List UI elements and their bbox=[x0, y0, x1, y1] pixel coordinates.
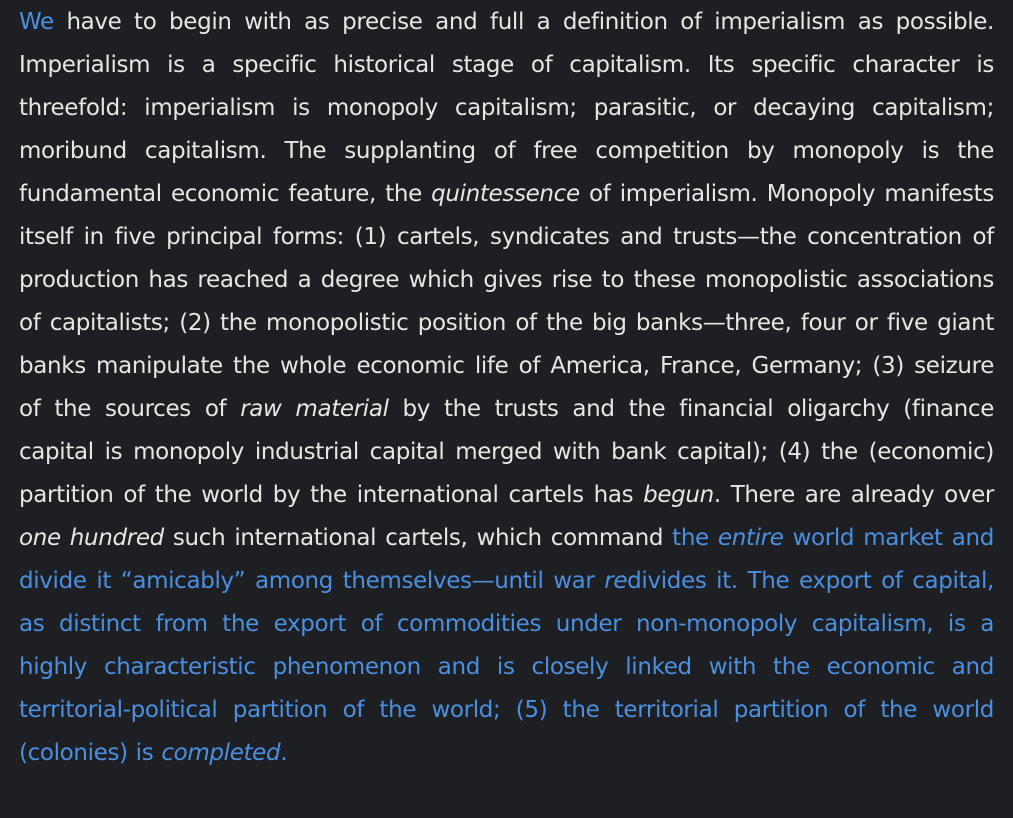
text-segment: of imperialism. Monopoly manifests itself in five principal forms: (1) cartels, syndicates and trusts—the concentration of production has reached a degree which gives rise to these monopolistic associations of capitalists; (2) the monopolistic position of the big banks—three, four or five giant banks manipulate the whole economic life of America, France, Germany; (3) seizure of the sources of bbox=[19, 181, 994, 422]
highlighted-emphasis-entire: entire bbox=[717, 525, 784, 551]
highlighted-text: divides it. The export of capital, as distinct from the export of commodities under non-monopoly capitalism, is a highly characteristic phenomenon and is closely linked with the economic and territorial-political partition of the world; (5) the territorial partition of the world (colonies) is bbox=[19, 568, 994, 766]
emphasis-quintessence: quintessence bbox=[431, 181, 580, 207]
document-paragraph bbox=[19, 1, 994, 775]
emphasis-one-hundred: one hundred bbox=[19, 525, 164, 551]
highlighted-emphasis-completed: completed bbox=[161, 740, 281, 766]
highlighted-text: world market and divide it “amicably” among themselves—until war bbox=[19, 525, 994, 594]
emphasis-raw-material: raw material bbox=[240, 396, 389, 422]
highlighted-emphasis-re: re bbox=[604, 568, 628, 594]
text-segment: have to begin with as precise and full a definition of imperialism as possible. Imperialism is a specific historical stage of capitalism. Its specific character is threefold: imperialism is monopoly capitalism; parasitic, or decaying capitalism; moribund capitalism. The supplanting of free competition by monopoly is the fundamental economic feature, the bbox=[19, 9, 994, 207]
text-segment: by the trusts and the financial oligarchy (finance capital is monopoly industrial capital merged with bank capital); (4) the (economic) partition of the world by the international cartels has bbox=[19, 396, 994, 508]
text-segment: We bbox=[19, 9, 54, 35]
highlighted-text: . bbox=[280, 740, 288, 766]
text-segment: . There are already over bbox=[713, 482, 994, 508]
text-segment: such international cartels, which command bbox=[163, 525, 673, 551]
highlighted-text: the bbox=[672, 525, 718, 551]
emphasis-begun: begun bbox=[643, 482, 714, 508]
